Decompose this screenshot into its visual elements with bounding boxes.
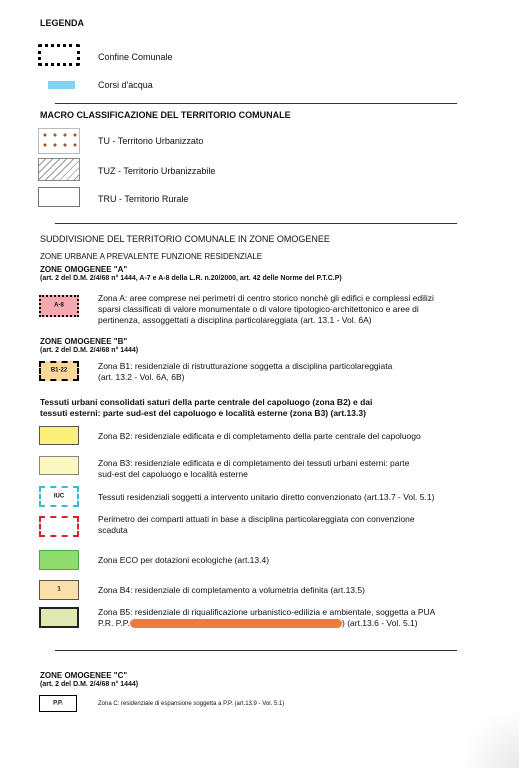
tru-swatch: [38, 187, 80, 207]
zona-a-line-3: pertinenza, assoggettati a disciplina particolareggiata (art. 13.1 - Vol. 6A): [98, 315, 372, 325]
divider-3: [55, 650, 457, 651]
tessuti-heading-2: tessuti esterni: parte sud-est del capoluogo e località esterne (zona B3) (art.13.3): [40, 408, 366, 418]
zona-b4-label: Zona B4: residenziale di completamento a volumetria definita (art.13.5): [98, 585, 365, 595]
zona-a-line-1: Zona A: aree comprese nei perimetri di centro storico nonchè gli edifici e complessi edilizi: [98, 293, 434, 303]
iuc-swatch-label: IUC: [53, 493, 65, 499]
zona-b3-swatch: [39, 456, 79, 475]
tuz-label: TUZ - Territorio Urbanizzabile: [98, 166, 216, 176]
zone-b-heading: ZONE OMOGENEE "B": [40, 337, 128, 346]
perimetro-line-1: Perimetro dei comparti attuati in base a disciplina particolareggiata con convenzione: [98, 514, 415, 524]
zone-a-heading: ZONE OMOGENEE "A": [40, 265, 128, 274]
zona-b3-line-2: sud-est del capoluogo e località esterne: [98, 469, 248, 479]
tu-label: TU - Territorio Urbanizzato: [98, 136, 204, 146]
macro-title: MACRO CLASSIFICAZIONE DEL TERRITORIO COMUNALE: [40, 110, 291, 120]
zona-b1-line-2: (art. 13.2 - Vol. 6A, 6B): [98, 372, 185, 382]
suddivisione-subtitle: ZONE URBANE A PREVALENTE FUNZIONE RESIDENZIALE: [40, 252, 263, 261]
divider-2: [55, 223, 457, 224]
corsi-acqua-label: Corsi d'acqua: [98, 80, 153, 90]
zona-b5-line-2a: P.R. P.P.: [98, 618, 130, 628]
corsi-acqua-swatch: [48, 81, 75, 89]
confine-comunale-swatch: [38, 44, 80, 66]
tuz-swatch: [38, 158, 80, 181]
redaction-mark: [130, 619, 342, 628]
tu-swatch: [38, 128, 80, 154]
zona-c-swatch-label: P.P.: [53, 700, 63, 706]
page-shadow: [459, 708, 519, 768]
zona-a-line-2: sparsi classificati di valore monumentale o di valore tipologico-architettonico e aree di: [98, 304, 419, 314]
zona-b5-swatch: [39, 607, 79, 628]
zona-b3-line-1: Zona B3: residenziale edificata e di completamento dei tessuti urbani esterni: parte: [98, 458, 410, 468]
zona-b2-label: Zona B2: residenziale edificata e di completamento della parte centrale del capoluogo: [98, 431, 421, 441]
perimetro-line-2: scaduta: [98, 525, 128, 535]
eco-label: Zona ECO per dotazioni ecologiche (art.13.4): [98, 555, 270, 565]
perimetro-swatch: [39, 516, 79, 537]
tru-label: TRU - Territorio Rurale: [98, 194, 189, 204]
zona-b5-line-1: Zona B5: residenziale di riqualificazione urbanistico-edilizia e ambientale, soggetta a PUA: [98, 607, 436, 617]
zona-b1-swatch-label: B1-22: [50, 367, 68, 374]
suddivisione-title: SUDDIVISIONE DEL TERRITORIO COMUNALE IN ZONE OMOGENEE: [40, 234, 330, 244]
zona-c-swatch: [39, 695, 77, 712]
zona-b4-swatch: [39, 580, 79, 600]
zona-a-swatch: [39, 295, 79, 317]
iuc-label: Tessuti residenziali soggetti a intervento unitario diretto convenzionato (art.13.7 - Vol. 5.1): [98, 492, 435, 502]
zona-b1-line-1: Zona B1: residenziale di ristrutturazione soggetta a disciplina particolareggiata: [98, 361, 393, 371]
zona-b4-swatch-label: 1: [57, 586, 61, 593]
zona-a-swatch-label: A-8: [54, 302, 64, 309]
confine-comunale-label: Confine Comunale: [98, 52, 173, 62]
legend-title: LEGENDA: [40, 18, 85, 28]
iuc-swatch: [39, 486, 79, 507]
zone-b-ref: (art. 2 del D.M. 2/4/68 n° 1444): [40, 347, 139, 354]
zona-b5-line-2b: ) (art.13.6 - Vol. 5.1): [342, 618, 418, 628]
divider-1: [55, 103, 457, 104]
zona-c-label: Zona C: residenziale di espansione soggetta a P.P. (art.13.9 - Vol. 5.1): [98, 701, 285, 707]
tessuti-heading-1: Tessuti urbani consolidati saturi della parte centrale del capoluogo (zona B2) e dai: [40, 397, 373, 407]
zona-b1-swatch: [39, 361, 79, 381]
eco-swatch: [39, 550, 79, 570]
zone-c-ref: (art. 2 del D.M. 2/4/68 n° 1444): [40, 681, 139, 688]
zona-b2-swatch: [39, 426, 79, 445]
zone-a-ref: (art. 2 del D.M. 2/4/68 n° 1444, A-7 e A-8 della L.R. n.20/2000, art. 42 delle Norme del P.T.C.P): [40, 275, 342, 282]
zone-c-heading: ZONE OMOGENEE "C": [40, 671, 128, 680]
